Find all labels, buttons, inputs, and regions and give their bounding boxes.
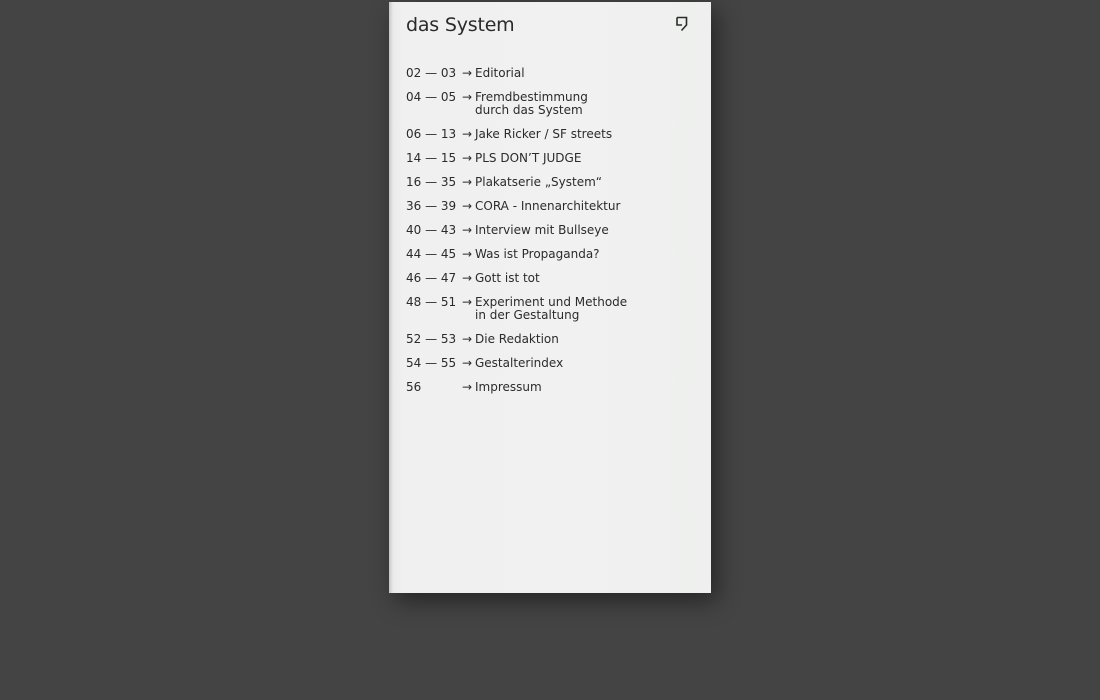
table-of-contents <box>406 67 696 405</box>
arrow-right-icon: → <box>462 199 473 213</box>
toc-entry <box>406 200 696 213</box>
toc-entry <box>406 248 696 261</box>
page-range: 06 — 13 <box>406 127 457 141</box>
toc-entry <box>406 224 696 237</box>
entry-title: Jake Ricker / SF streets <box>475 127 613 141</box>
entry-title: Was ist Propaganda? <box>475 247 600 261</box>
page-range: 40 — 43 <box>406 223 457 237</box>
arrow-right-icon: → <box>462 175 473 189</box>
toc-entry <box>406 176 696 189</box>
page-range: 54 — 55 <box>406 356 457 370</box>
bookmark-tail-icon <box>676 16 688 34</box>
entry-title: CORA - Innenarchitektur <box>475 199 621 213</box>
page-range: 52 — 53 <box>406 332 457 346</box>
entry-title: Gestalterindex <box>475 356 564 370</box>
toc-entry <box>406 128 696 141</box>
toc-entry <box>406 67 696 80</box>
page-range: 04 — 05 <box>406 90 457 104</box>
arrow-right-icon: → <box>462 271 473 285</box>
page-range: 56 <box>406 380 422 394</box>
page-title: das System <box>406 14 515 36</box>
arrow-right-icon: → <box>462 247 473 261</box>
entry-title: PLS DON’T JUDGE <box>475 151 582 165</box>
arrow-right-icon: → <box>462 380 473 394</box>
toc-entry <box>406 91 696 117</box>
page-range: 48 — 51 <box>406 295 457 309</box>
toc-entry <box>406 152 696 165</box>
page-range: 02 — 03 <box>406 66 457 80</box>
entry-title: Gott ist tot <box>475 271 540 285</box>
arrow-right-icon: → <box>462 295 473 309</box>
entry-title: Fremdbestimmung durch das System <box>475 90 588 117</box>
entry-title: Impressum <box>475 380 542 394</box>
toc-entry <box>406 296 696 322</box>
page-range: 44 — 45 <box>406 247 457 261</box>
page-range: 16 — 35 <box>406 175 457 189</box>
entry-title: Plakatserie „System“ <box>475 175 603 189</box>
arrow-right-icon: → <box>462 66 473 80</box>
booklet-page <box>389 2 711 593</box>
arrow-right-icon: → <box>462 151 473 165</box>
entry-title: Experiment und Methode in der Gestaltung <box>475 295 628 322</box>
entry-title: Interview mit Bullseye <box>475 223 609 237</box>
page-range: 36 — 39 <box>406 199 457 213</box>
arrow-right-icon: → <box>462 90 473 104</box>
arrow-right-icon: → <box>462 127 473 141</box>
toc-entry <box>406 333 696 346</box>
page-range: 14 — 15 <box>406 151 457 165</box>
toc-entry <box>406 357 696 370</box>
entry-title: Editorial <box>475 66 525 80</box>
toc-entry <box>406 381 696 394</box>
arrow-right-icon: → <box>462 332 473 346</box>
entry-title: Die Redaktion <box>475 332 559 346</box>
page-range: 46 — 47 <box>406 271 457 285</box>
toc-entry <box>406 272 696 285</box>
arrow-right-icon: → <box>462 356 473 370</box>
arrow-right-icon: → <box>462 223 473 237</box>
